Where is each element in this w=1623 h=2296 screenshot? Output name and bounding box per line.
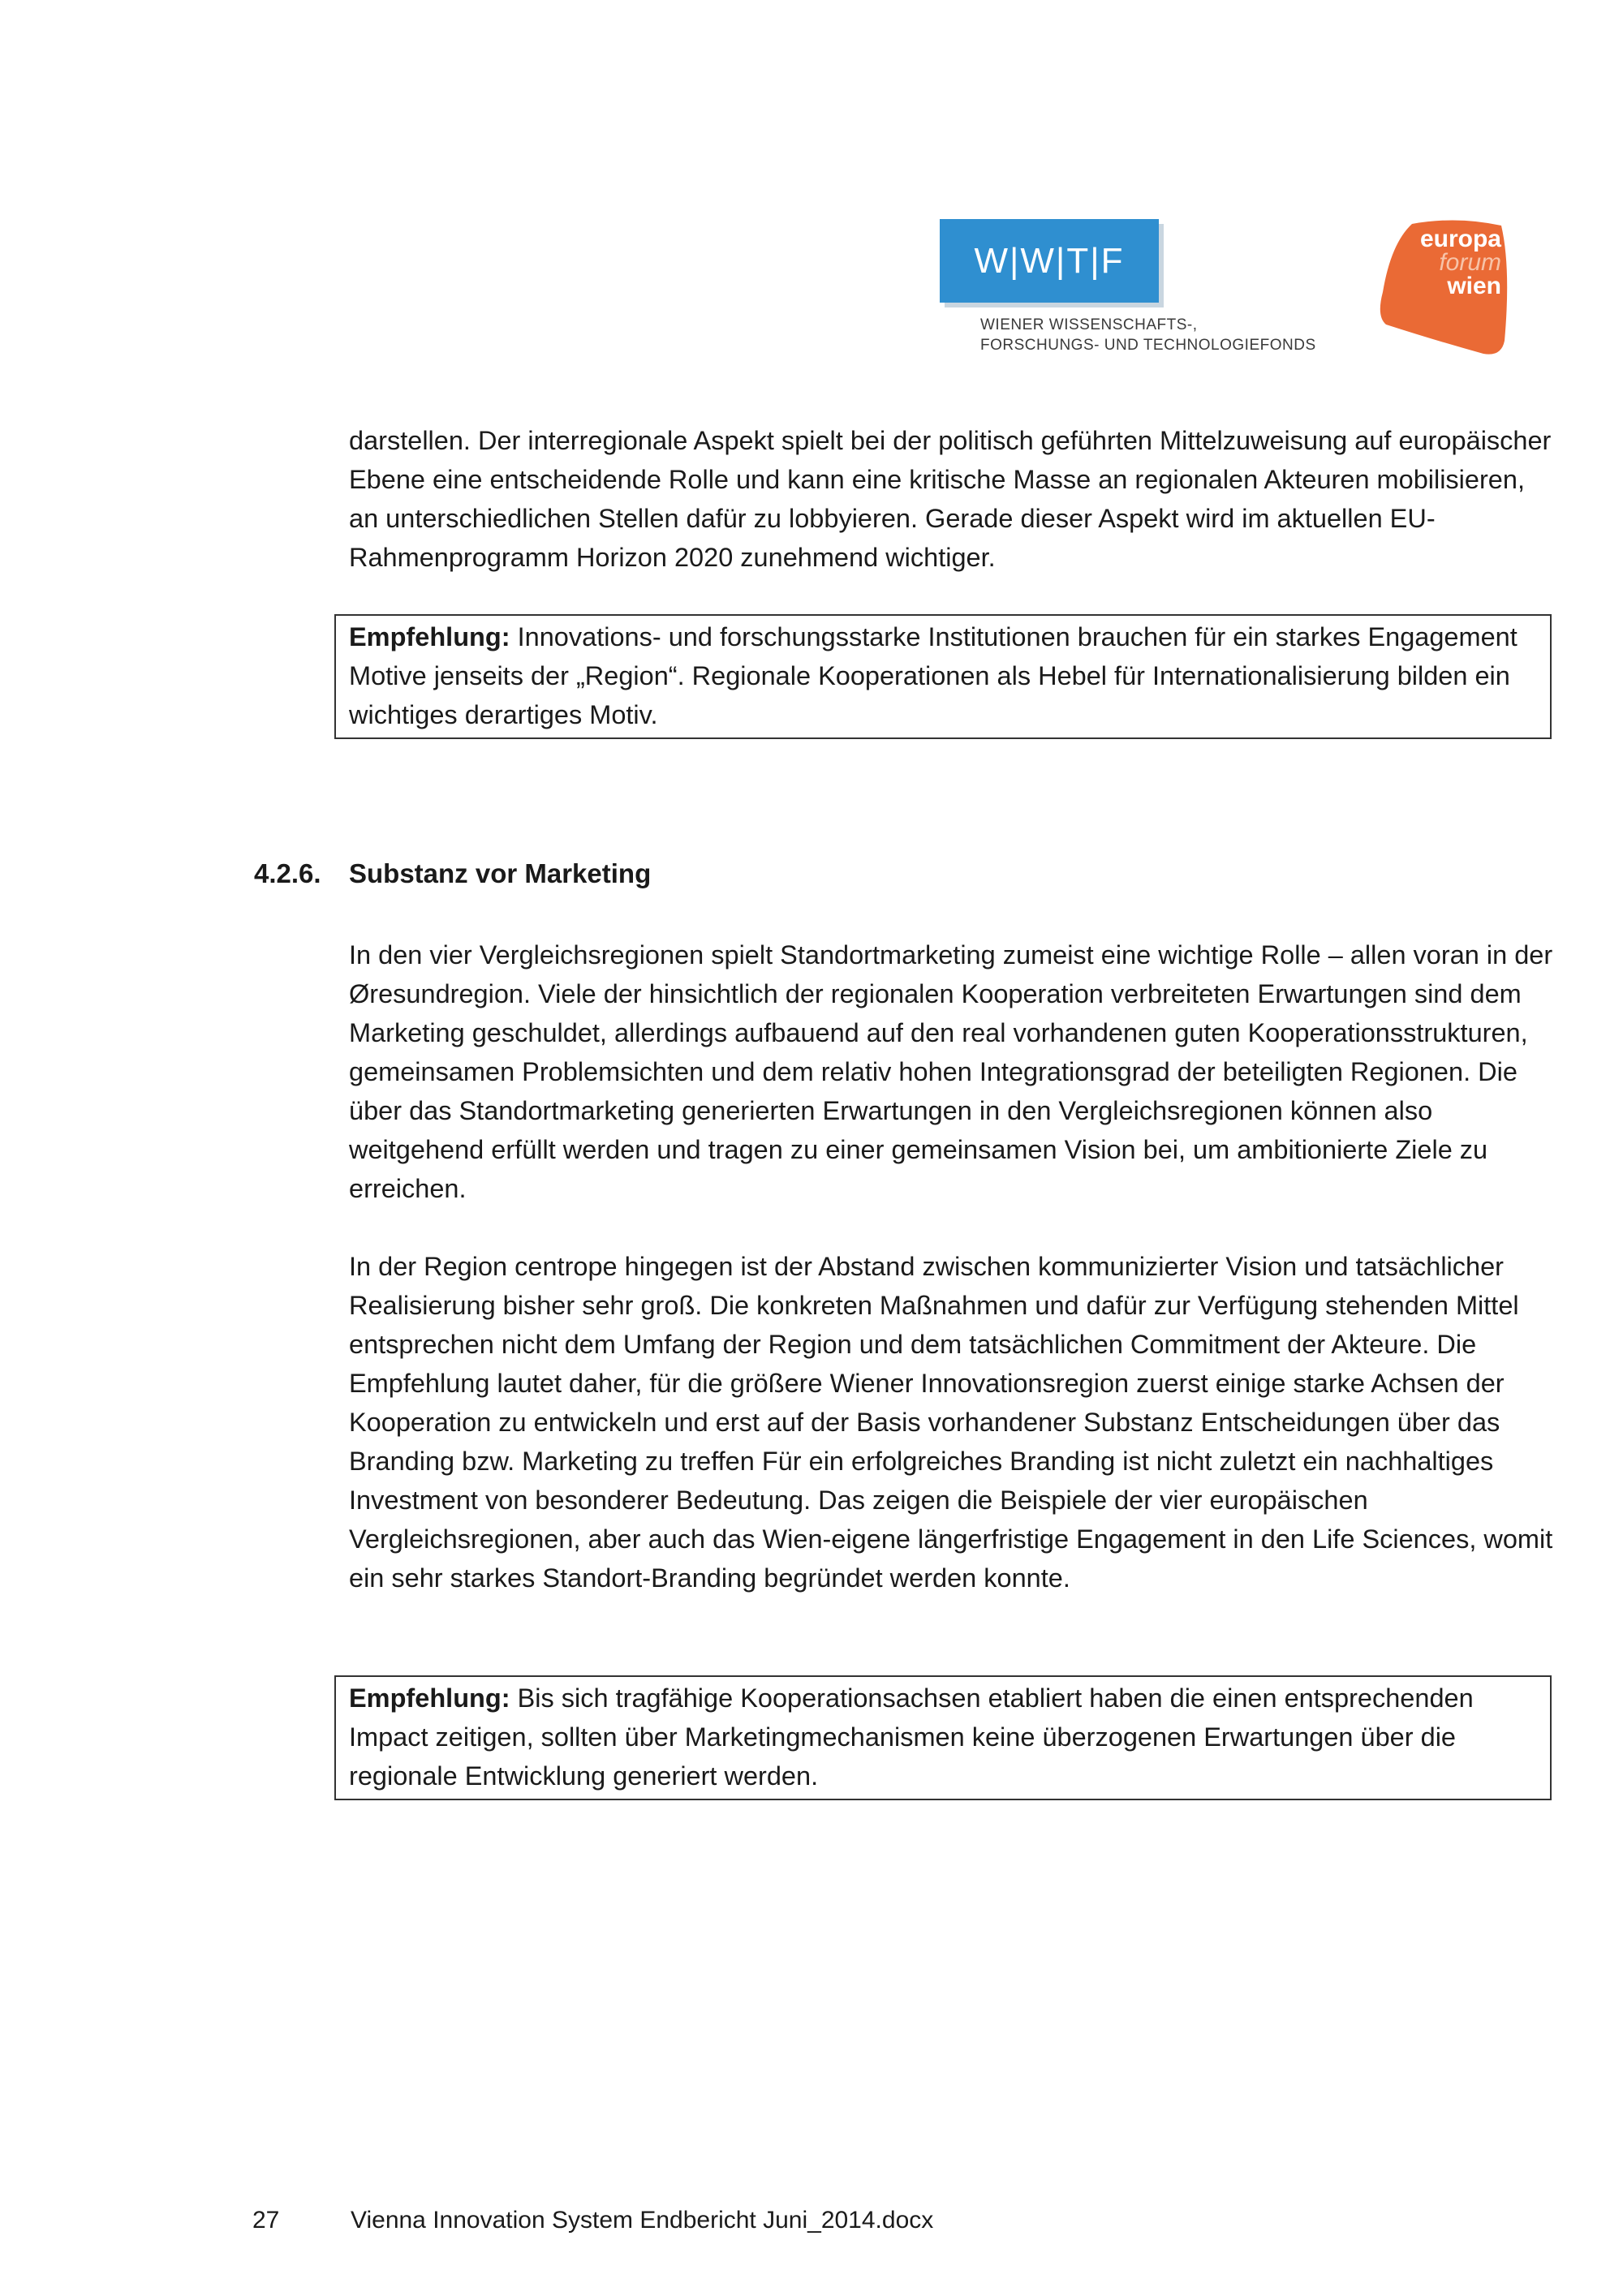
section-number: 4.2.6.: [254, 858, 321, 888]
paragraph-2: In der Region centrope hingegen ist der Abstand zwischen kommunizierter Vision und tatsächlicher Realisierung bisher sehr groß. Die konkreten Maßnahmen und dafür zur Verfügung stehenden Mittel entsprechen nicht dem Umfang der Region und dem tatsächlichen Commitment der Akteure. Die Empfehlung lautet daher, für die größere Wiener Innovationsregion zuerst einige starke Achsen der Kooperation zu entwickeln und erst auf der Basis vorhandener Substanz Entscheidungen über das Branding bzw. Marketing zu treffen Für ein erfolgreiches Branding ist nicht zuletzt ein nachhaltiges Investment von besonderer Bedeutung. Das zeigen die Beispiele der vier europäischen Vergleichsregionen, aber auch das Wien-eigene längerfristige Engagement in den Life Sciences, womit ein sehr starkes Standort-Branding begründet werden konnte.: [349, 1252, 1553, 1593]
paragraph-1: In den vier Vergleichsregionen spielt Standortmarketing zumeist eine wichtige Rolle – allen voran in der Øresundregion. Viele der hinsichtlich der regionalen Kooperation verbreiteten Erwartungen sind dem Marketing geschuldet, allerdings aufbauend auf den real vorhandenen guten Kooperationsstrukturen, gemeinsamen Problemsichten und dem relativ hohen Integrationsgrad der beteiligten Regionen. Die über das Standortmarketing generierten Erwartungen in den Vergleichsregionen können also weitgehend erfüllt werden und tragen zu einer gemeinsamen Vision bei, um ambitionierte Ziele zu erreichen.: [349, 940, 1553, 1203]
recommendation-1-text: Innovations- und forschungsstarke Institutionen brauchen für ein starkes Engagement Motive jenseits der „Region“. Regionale Kooperationen als Hebel für Internationalisierung bilden ein wichtiges derartiges Motiv.: [349, 622, 1518, 729]
europaforum-wien-logo: [1380, 219, 1511, 359]
intro-paragraph-block: [349, 421, 1558, 577]
wwtf-caption-line2: FORSCHUNGS- UND TECHNOLOGIEFONDS: [980, 337, 1316, 354]
recommendation-2-text: Bis sich tragfähige Kooperationsachsen etabliert haben die einen entsprechenden Impact zeitigen, sollten über Marketingmechanismen keine überzogenen Erwartungen über die regionale Entwicklung generiert werden.: [349, 1683, 1474, 1791]
efw-line2: forum: [1439, 249, 1501, 276]
intro-paragraph: darstellen. Der interregionale Aspekt spielt bei der politisch geführten Mittelzuweisung auf europäischer Ebene eine entscheidende Rolle und kann eine kritische Masse an regionalen Akteuren mobilisieren, an unterschiedlichen Stellen dafür zu lobbyieren. Gerade dieser Aspekt wird im aktuellen EU-Rahmenprogramm Horizon 2020 zunehmend wichtiger.: [349, 426, 1552, 572]
wwtf-caption-line1: WIENER WISSENSCHAFTS-,: [980, 316, 1198, 333]
wwtf-logo-caption: [980, 315, 1362, 355]
recommendation-box-2: [334, 1675, 1552, 1800]
section-heading: [254, 858, 651, 889]
footer-page-number: 27: [252, 2207, 280, 2234]
section-title: Substanz vor Marketing: [349, 858, 652, 888]
wwtf-logo: [940, 219, 1362, 357]
europaforum-logo-text: [1380, 227, 1501, 298]
recommendation-1-label: Empfehlung:: [349, 622, 510, 651]
paragraph-1-block: [349, 935, 1558, 1208]
efw-line1: europa: [1419, 226, 1501, 252]
wwtf-logo-mark: W|W|T|F: [940, 219, 1159, 303]
recommendation-2-label: Empfehlung:: [349, 1683, 510, 1713]
footer-document-name: Vienna Innovation System Endbericht Juni_2014.docx: [351, 2207, 934, 2234]
recommendation-box-1: [334, 614, 1552, 739]
efw-line3: wien: [1447, 273, 1501, 299]
paragraph-2-block: [349, 1247, 1558, 1597]
